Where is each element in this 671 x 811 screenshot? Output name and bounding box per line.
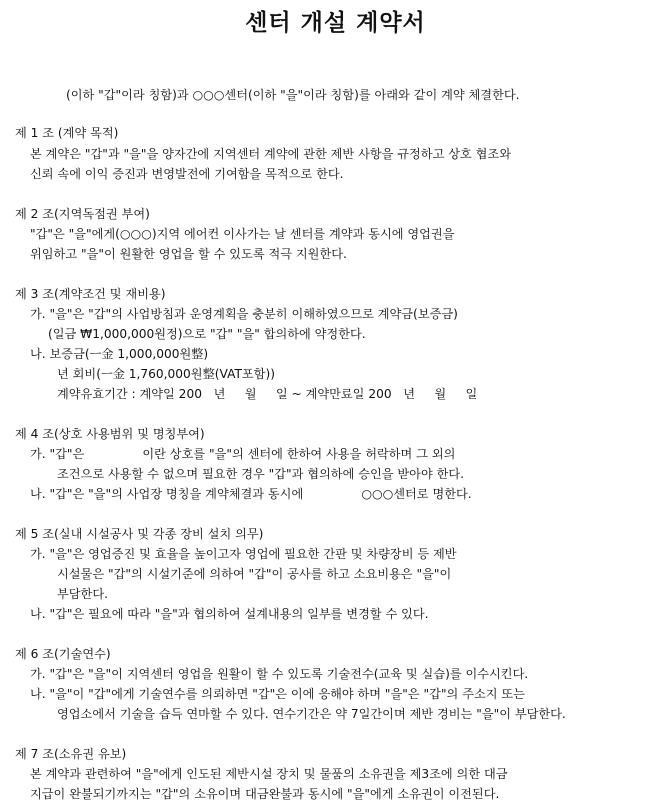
article-4-line-2: 조건으로 사용할 수 없으며 필요한 경우 "갑"과 협의하에 승인을 받아야 한다.	[57, 467, 465, 481]
article-1-line-1: 본 계약은 "갑"과 "을"을 양자간에 지역센터 계약에 관한 제반 사항을 규정하고 상호 협조와	[30, 147, 511, 161]
article-5-line-2: 시설물은 "갑"의 시설기준에 의하여 "갑"이 공사를 하고 소요비용은 "을"이	[57, 567, 452, 581]
article-2-line-1: "갑"은 "을"에게(○○○)지역 에어컨 이사가는 날 센터를 계약과 동시에 영업권을	[30, 227, 455, 241]
article-2-heading: 제 2 조(지역독점권 부여)	[15, 207, 150, 221]
article-7-heading: 제 7 조(소유권 유보)	[15, 747, 127, 761]
article-5-line-1: 가. "을"은 영업증진 및 효율을 높이고자 영업에 필요한 간판 및 차량장비 등 제반	[30, 547, 457, 561]
article-4-line-3: 나. "갑"은 "을"의 사업장 명칭을 계약체결과 동시에 ○○○센터로 명한다.	[30, 487, 472, 501]
article-6-line-3: 영업소에서 기술을 습득 연마할 수 있다. 연수기간은 약 7일간이며 제반 경비는 "을"이 부담한다.	[57, 707, 566, 721]
article-3-line-5: 계약유효기간 : 계약일 200 년 월 일 ~ 계약만료일 200 년 월 일	[57, 387, 478, 401]
article-3-line-1: 가. "을"은 "갑"의 사업방침과 운영계획을 충분히 이해하였으므로 계약금(보증금)	[30, 307, 458, 321]
article-6-line-1: 가. "갑"은 "을"이 지역센터 영업을 원활이 할 수 있도록 기술전수(교육 및 실습)를 이수시킨다.	[30, 667, 529, 681]
article-3-heading: 제 3 조(계약조건 및 재비용)	[15, 287, 166, 301]
document-title: 센터 개설 계약서	[245, 10, 426, 36]
article-3-line-4: 년 회비(ㅡ金 1,760,000원整(VAT포함))	[57, 367, 275, 381]
article-1-line-2: 신뢰 속에 이익 증진과 변영발전에 기여함을 목적으로 한다.	[30, 167, 344, 181]
article-4-line-1: 가. "갑"은 이란 상호를 "을"의 센터에 한하여 사용을 허락하며 그 외의	[30, 447, 456, 461]
article-5-line-4: 나. "갑"은 필요에 따라 "을"과 협의하여 설계내용의 일부를 변경할 수 있다.	[30, 607, 429, 621]
article-5-line-3: 부담한다.	[57, 587, 108, 601]
article-1-heading: 제 1 조 (계약 목적)	[15, 126, 119, 140]
article-3-line-3: 나. 보증금(ㅡ金 1,000,000원整)	[30, 347, 209, 361]
article-3-line-2: (일금 ₩1,000,000원정)으로 "갑" "을" 합의하에 약정한다.	[48, 327, 366, 341]
article-7-line-1: 본 계약과 관련하여 "을"에게 인도된 제반시설 장치 및 물품의 소유권을 제3조에 의한 대금	[30, 767, 508, 781]
intro-paragraph: (이하 "갑"이라 칭함)과 ○○○센터(이하 "을"이라 칭함)를 아래와 같이 계약 체결한다.	[66, 88, 520, 102]
article-5-heading: 제 5 조(실내 시설공사 및 각종 장비 설치 의무)	[15, 527, 264, 541]
article-6-heading: 제 6 조(기술연수)	[15, 647, 111, 661]
article-7-line-2: 지급이 완불되기까지는 "갑"의 소유이며 대금완불과 동시에 "을"에게 소유권이 이전된다.	[30, 787, 500, 801]
article-6-line-2: 나. "을"이 "갑"에게 기술연수를 의뢰하면 "갑"은 이에 응해야 하며 "을"은 "갑"의 주소지 또는	[30, 687, 525, 701]
article-2-line-2: 위임하고 "을"이 원활한 영업을 할 수 있도록 적극 지원한다.	[30, 247, 347, 261]
article-4-heading: 제 4 조(상호 사용범위 및 명칭부여)	[15, 427, 205, 441]
